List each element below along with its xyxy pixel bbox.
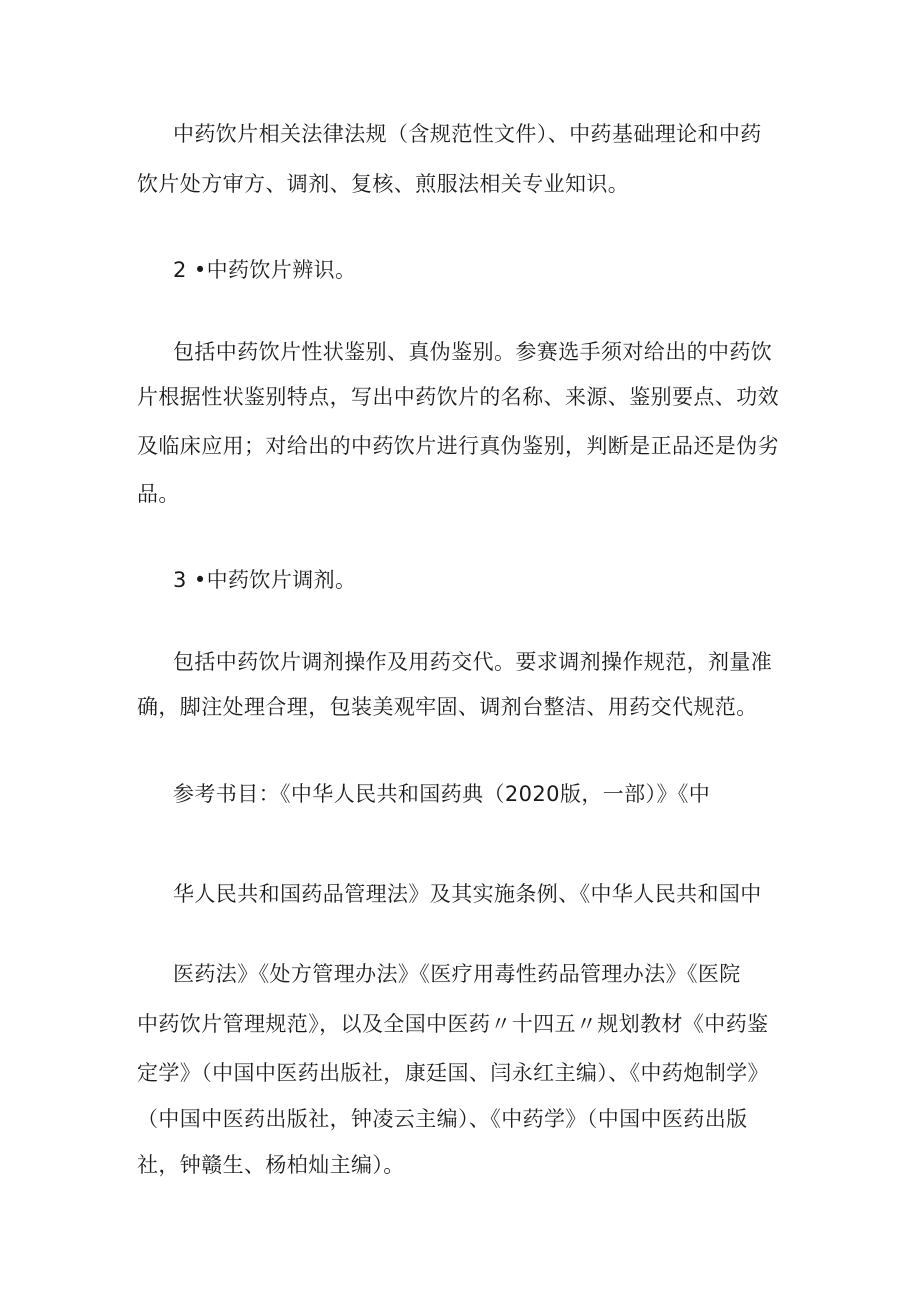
text-line-identification-3: 及临床应用；对给出的中药饮片进行真伪鉴别，判断是正品还是伪劣 — [137, 434, 779, 458]
text-line-references-7: 社，钟赣生、杨柏灿主编）。 — [137, 1153, 405, 1177]
section-heading-dispensing: 3 •中药饮片调剂。 — [173, 568, 357, 592]
text-line-legal-knowledge: 中药饮片相关法律法规（含规范性文件）、中药基础理论和中药 — [173, 122, 762, 146]
text-line-references-5: 定学》（中国中医药出版社，康廷国、闫永红主编）、《中药炮制学》 — [137, 1061, 769, 1085]
text-line-identification-2: 片根据性状鉴别特点，写出中药饮片的名称、来源、鉴别要点、功效 — [137, 385, 779, 409]
section-heading-identification: 2 •中药饮片辨识。 — [173, 258, 357, 282]
text-line-dispensing-2: 确，脚注处理合理，包装美观牢固、调剂台整洁、用药交代规范。 — [137, 695, 758, 719]
text-line-dispensing-1: 包括中药饮片调剂操作及用药交代。要求调剂操作规范，剂量准 — [173, 650, 773, 674]
text-line-identification-1: 包括中药饮片性状鉴别、真伪鉴别。参赛选手须对给出的中药饮 — [173, 340, 773, 364]
text-line-references-4: 中药饮片管理规范》，以及全国中医药〃十四五〃规划教材《中药鉴 — [137, 1012, 769, 1036]
text-line-references-6: （中国中医药出版社，钟凌云主编）、《中药学》（中国中医药出版 — [137, 1107, 748, 1131]
text-line-references-1: 参考书目：《中华人民共和国药典（2020版，一部）》《中 — [173, 782, 711, 806]
text-line-references-2: 华人民共和国药品管理法》及其实施条例、《中华人民共和国中 — [173, 882, 762, 906]
text-line-prescription-knowledge: 饮片处方审方、调剂、复核、煎服法相关专业知识。 — [137, 172, 630, 196]
text-line-identification-4: 品。 — [137, 482, 180, 506]
text-line-references-3: 医药法》《处方管理办法》《医疗用毒性药品管理办法》《医院 — [173, 962, 741, 986]
